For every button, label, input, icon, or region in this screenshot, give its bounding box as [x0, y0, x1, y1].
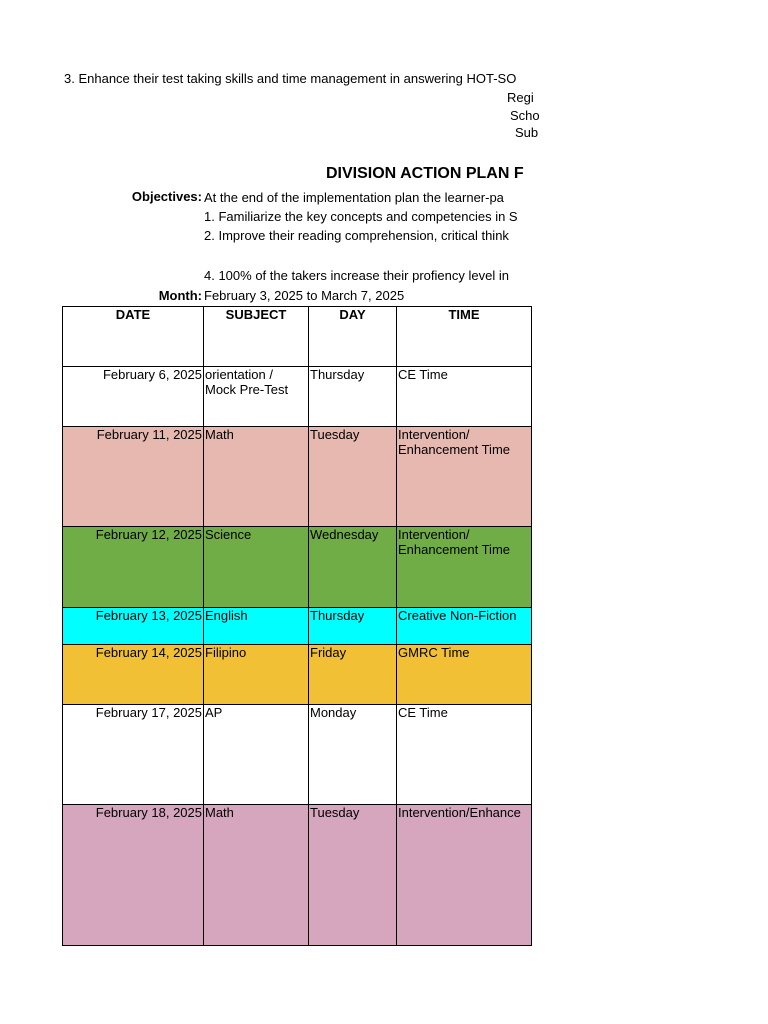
page-title: DIVISION ACTION PLAN F: [326, 165, 524, 182]
row-time: GMRC Time: [397, 645, 532, 705]
row-date: February 6, 2025: [63, 367, 204, 427]
row-time: Intervention/ Enhancement Time: [397, 427, 532, 527]
region-label: Regi: [507, 90, 534, 105]
row-day: Friday: [309, 645, 397, 705]
table-row: [63, 527, 532, 608]
row-subject: AP: [204, 705, 309, 805]
row-date: February 13, 2025: [63, 608, 204, 645]
row-day: Wednesday: [309, 527, 397, 608]
schedule-table: [62, 306, 532, 946]
row-subject: Math: [204, 805, 309, 946]
row-subject: English: [204, 608, 309, 645]
row-day: Monday: [309, 705, 397, 805]
objective-item-1: 1. Familiarize the key concepts and competencies in S: [204, 209, 518, 224]
row-date: February 12, 2025: [63, 527, 204, 608]
school-label: Scho: [510, 108, 540, 123]
row-date: February 17, 2025: [63, 705, 204, 805]
row-subject: orientation / Mock Pre-Test: [204, 367, 309, 427]
row-date: February 18, 2025: [63, 805, 204, 946]
row-day: Tuesday: [309, 805, 397, 946]
table-row: [63, 645, 532, 705]
objective-item-4: 4. 100% of the takers increase their profiency level in: [204, 268, 509, 283]
header-time: TIME: [397, 307, 532, 367]
table-header-row: [63, 307, 532, 367]
table-row: [63, 427, 532, 527]
objectives-intro: At the end of the implementation plan the learner-pa: [204, 190, 504, 205]
row-subject: Filipino: [204, 645, 309, 705]
table-row: [63, 608, 532, 645]
row-day: Thursday: [309, 608, 397, 645]
month-label: Month:: [158, 288, 202, 303]
row-time: CE Time: [397, 367, 532, 427]
row-time: Intervention/Enhance: [397, 805, 532, 946]
row-date: February 14, 2025: [63, 645, 204, 705]
row-time: Creative Non-Fiction: [397, 608, 532, 645]
table-row: [63, 805, 532, 946]
row-time: CE Time: [397, 705, 532, 805]
header-subject: SUBJECT: [204, 307, 309, 367]
objective-line-3: 3. Enhance their test taking skills and time management in answering HOT-SO: [64, 71, 517, 86]
row-day: Thursday: [309, 367, 397, 427]
objective-item-2: 2. Improve their reading comprehension, critical think: [204, 228, 509, 243]
sub-label: Sub: [515, 125, 539, 140]
month-value: February 3, 2025 to March 7, 2025: [204, 288, 405, 303]
table-row: [63, 367, 532, 427]
header-day: DAY: [309, 307, 397, 367]
row-day: Tuesday: [309, 427, 397, 527]
row-time: Intervention/ Enhancement Time: [397, 527, 532, 608]
objectives-label: Objectives:: [131, 189, 202, 204]
row-subject: Math: [204, 427, 309, 527]
row-date: February 11, 2025: [63, 427, 204, 527]
table-row: [63, 705, 532, 805]
header-date: DATE: [63, 307, 204, 367]
row-subject: Science: [204, 527, 309, 608]
